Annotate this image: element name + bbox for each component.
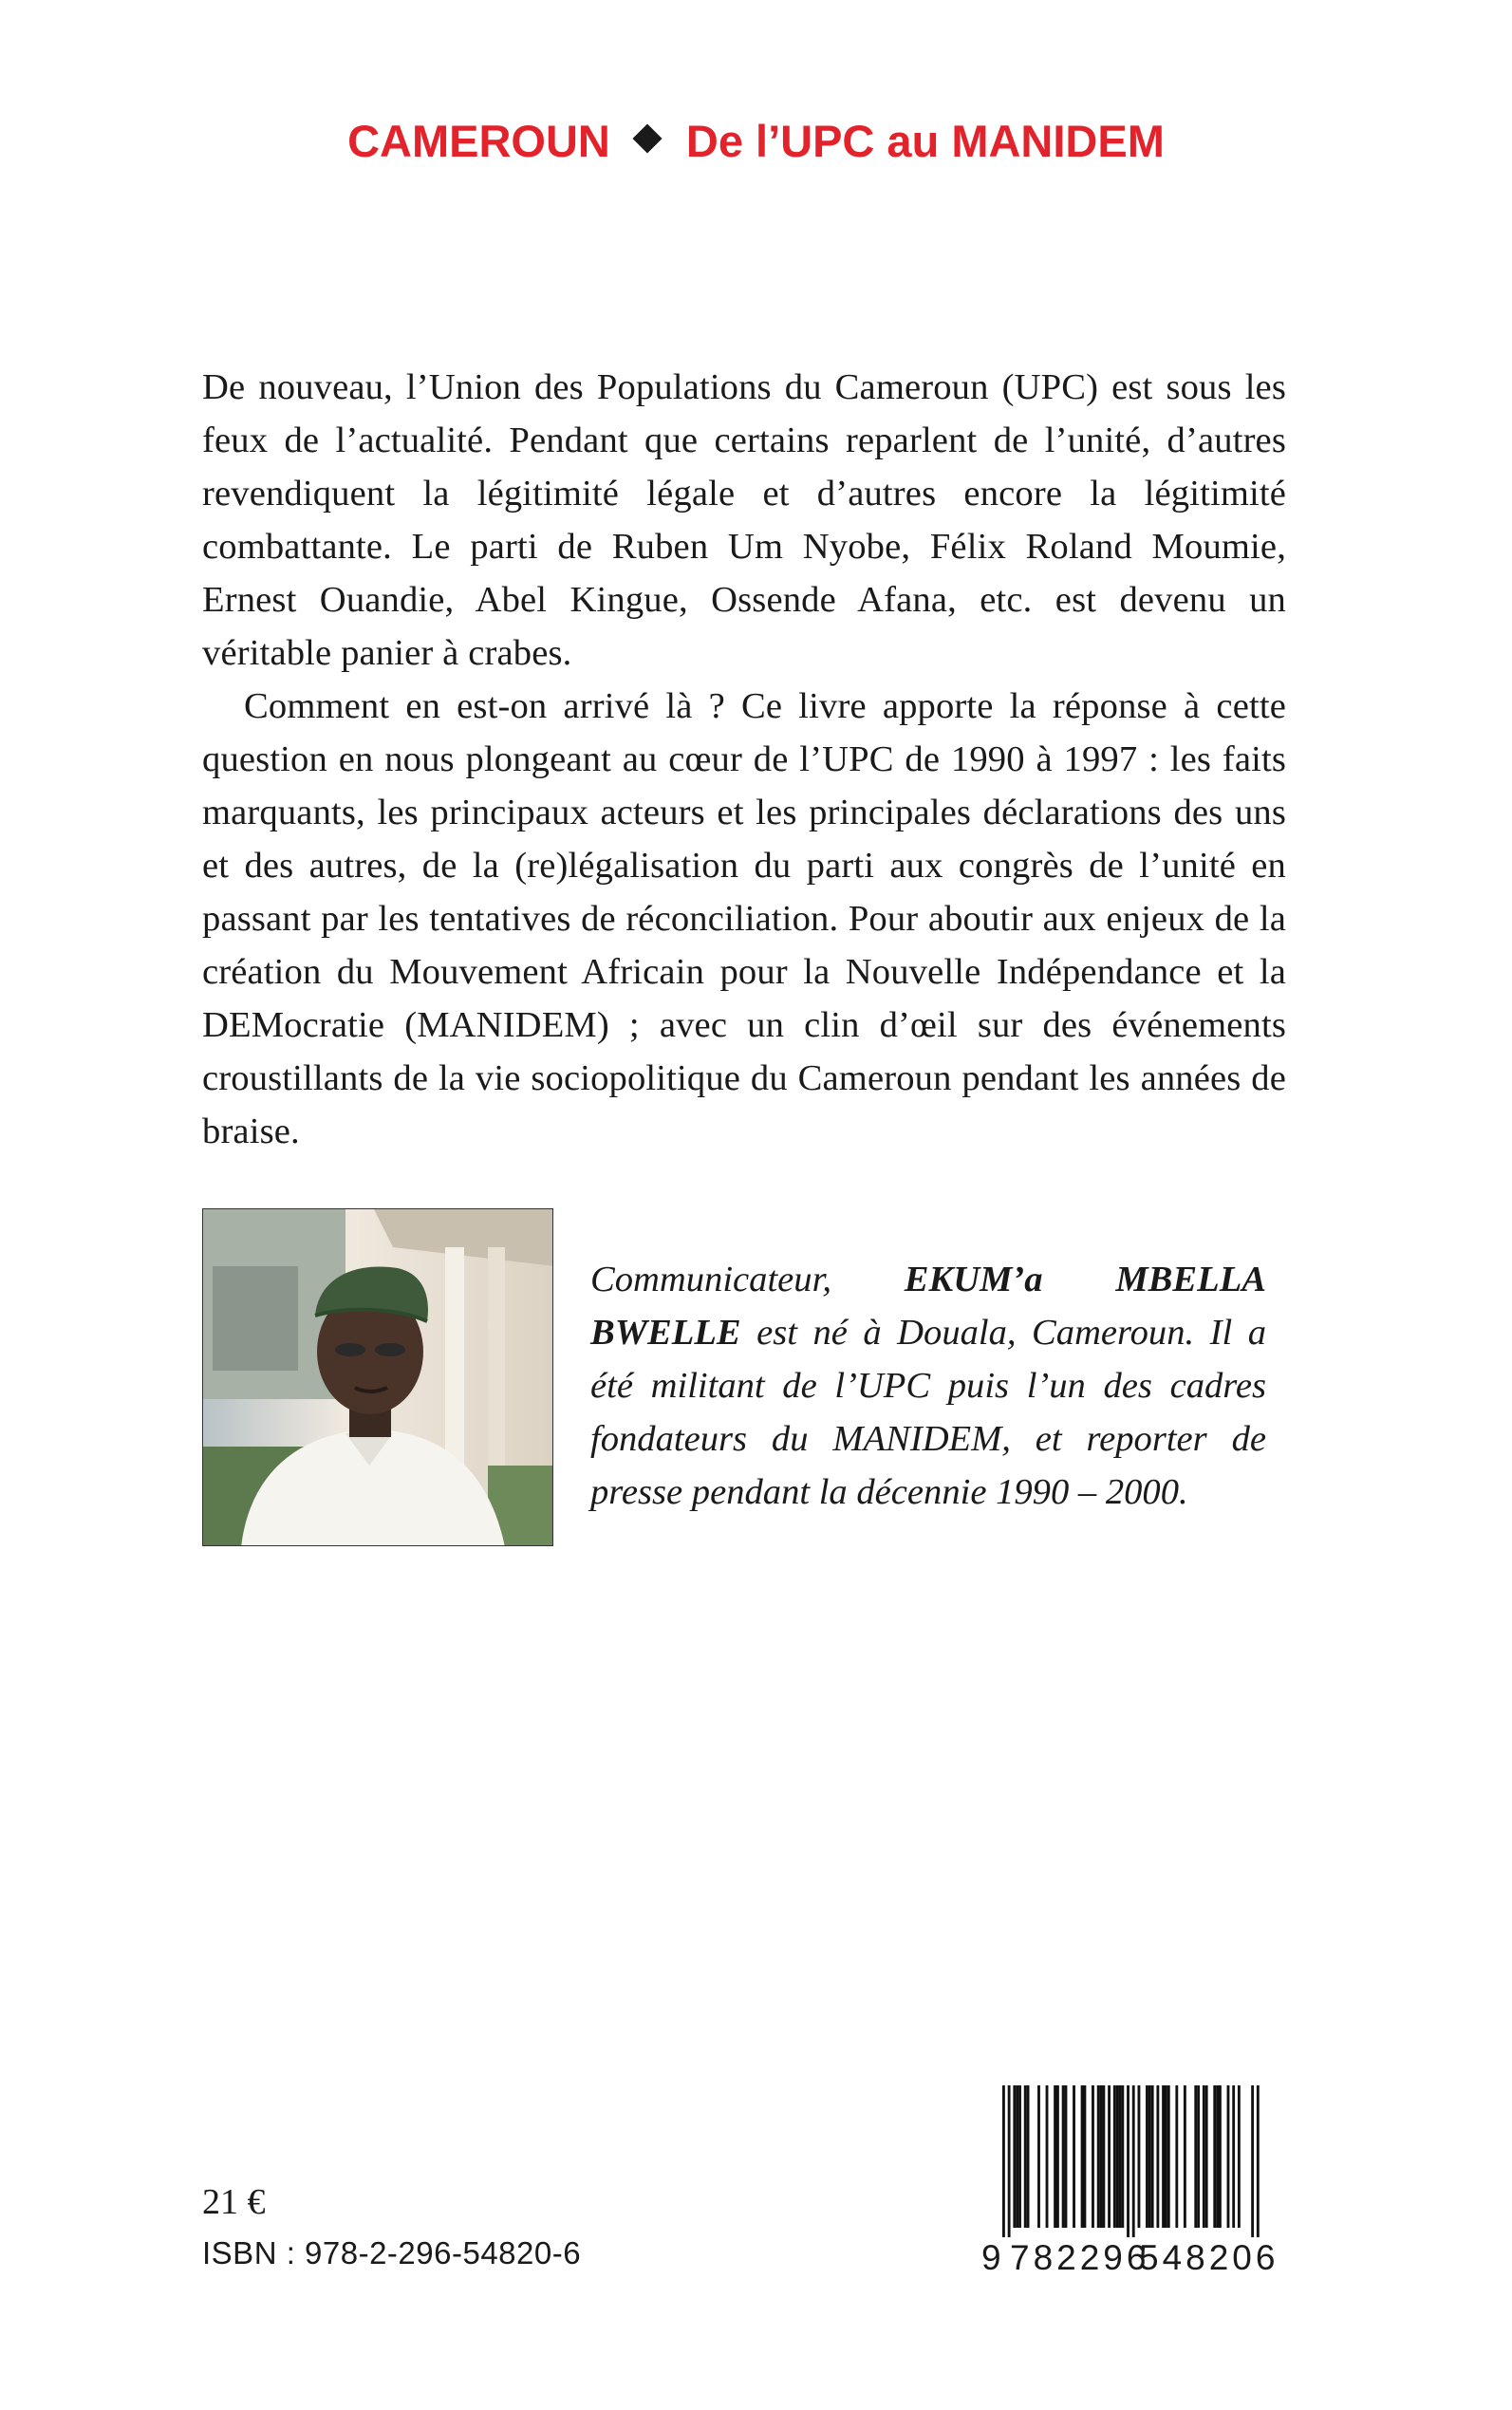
barcode-bar	[1148, 2085, 1151, 2228]
barcode-bar	[1084, 2085, 1087, 2228]
series-title: CAMEROUN	[347, 115, 610, 166]
barcode-bar	[1146, 2085, 1148, 2228]
barcode-bar	[1219, 2085, 1222, 2228]
barcode-bar	[1108, 2085, 1111, 2228]
barcode-bar	[1016, 2085, 1018, 2228]
barcode-bar	[1132, 2085, 1135, 2237]
diamond-icon	[632, 123, 662, 153]
book-title: De l’UPC au MANIDEM	[685, 115, 1165, 166]
barcode-bar	[1175, 2085, 1178, 2228]
barcode-bar	[1013, 2085, 1016, 2228]
barcode-bar	[1046, 2085, 1049, 2228]
barcode-bar	[1232, 2085, 1235, 2228]
barcode-group-right: 548206	[1139, 2238, 1279, 2277]
barcode-bar	[1097, 2085, 1100, 2228]
barcode-bar	[1102, 2085, 1105, 2228]
cover-header	[0, 109, 1512, 170]
barcode-bar	[1238, 2085, 1241, 2228]
barcode-lead-digit: 9	[981, 2238, 1001, 2277]
barcode-bar	[1121, 2085, 1124, 2228]
barcode-bar	[1184, 2085, 1186, 2228]
blurb-paragraph-1: De nouveau, l’Union des Populations du Cameroun (UPC) est sous les feux de l’actualité. Pendant que certains reparlent de l’unité, d’autres revendiquent la légitimité légale et d’autres encore la légitimité combattante. Le parti de Ruben Um Nyobe, Félix Roland Moumie, Ernest Ouandie, Abel Kingue, Ossende Afana, etc. est devenu un véritable panier à crabes.	[202, 367, 1286, 673]
barcode-bar	[1257, 2085, 1260, 2237]
blurb-paragraph-2: Comment en est-on arrivé là ? Ce livre apporte la réponse à cette question en nous plongeant au cœur de l’UPC de 1990 à 1997 : les faits marquants, les principaux acteurs et les principales déclarations des uns et des autres, de la (re)légalisation du parti aux congrès de l’unité en passant par les tentatives de réconciliation. Pour aboutir aux enjeux de la création du Mouvement Africain pour la Nouvelle Indépendance et la DEMocratie (MANIDEM) ; avec un clin d’œil sur des événements croustillants de la vie sociopolitique du Cameroun pendant les années de braise.	[202, 686, 1286, 1151]
barcode-bar	[1024, 2085, 1027, 2228]
barcode-bar	[1056, 2085, 1059, 2228]
barcode-bar	[1251, 2085, 1254, 2237]
barcode-bar	[1162, 2085, 1165, 2228]
barcode-bar	[1127, 2085, 1129, 2237]
author-portrait-illustration	[203, 1209, 553, 1546]
barcode-bar	[1008, 2085, 1011, 2237]
barcode-bar	[1197, 2085, 1200, 2228]
barcode-bar	[1027, 2085, 1030, 2228]
barcode-bar	[1092, 2085, 1094, 2228]
barcode-bar	[1018, 2085, 1021, 2228]
barcode-bar	[1119, 2085, 1122, 2228]
barcode-bar	[1227, 2085, 1230, 2228]
author-name: EKUM’a MBELLA BWELLE	[590, 1260, 1267, 1353]
barcode-bars	[981, 2085, 1276, 2237]
barcode-bar	[1203, 2085, 1205, 2228]
barcode-digits	[981, 2232, 1279, 2285]
barcode-bar	[1073, 2085, 1075, 2228]
barcode-group-left: 782296	[1010, 2238, 1150, 2277]
barcode-bar	[1213, 2085, 1216, 2228]
barcode-bar	[1054, 2085, 1056, 2228]
barcode-bar	[1205, 2085, 1208, 2228]
barcode-bar	[1002, 2085, 1005, 2237]
author-photo	[202, 1208, 553, 1546]
bio-suffix: est né à Douala, Cameroun. Il a été militant de l’UPC puis l’un des cadres fondateurs du MANIDEM, et reporter de presse pendant la décennie 1990 – 2000.	[590, 1313, 1266, 1512]
barcode-bar	[1165, 2085, 1167, 2228]
barcode-bar	[1167, 2085, 1170, 2228]
back-cover-blurb	[202, 361, 1286, 1158]
barcode-bar	[1156, 2085, 1159, 2228]
barcode-bar	[1138, 2085, 1141, 2228]
barcode-bar	[1216, 2085, 1219, 2228]
barcode-bar	[1062, 2085, 1065, 2228]
isbn: ISBN : 978-2-296-54820-6	[202, 2235, 582, 2270]
barcode	[981, 2085, 1279, 2285]
barcode-bar	[1151, 2085, 1154, 2228]
bio-prefix: Communicateur,	[590, 1260, 905, 1299]
barcode-bar	[1116, 2085, 1119, 2228]
barcode-bar	[1081, 2085, 1084, 2228]
barcode-bar	[1113, 2085, 1116, 2228]
barcode-bar	[1037, 2085, 1040, 2228]
barcode-bar	[1100, 2085, 1103, 2228]
barcode-bar	[1065, 2085, 1068, 2228]
barcode-bar	[1194, 2085, 1197, 2228]
price: 21 €	[202, 2182, 266, 2222]
author-bio	[590, 1253, 1266, 1519]
